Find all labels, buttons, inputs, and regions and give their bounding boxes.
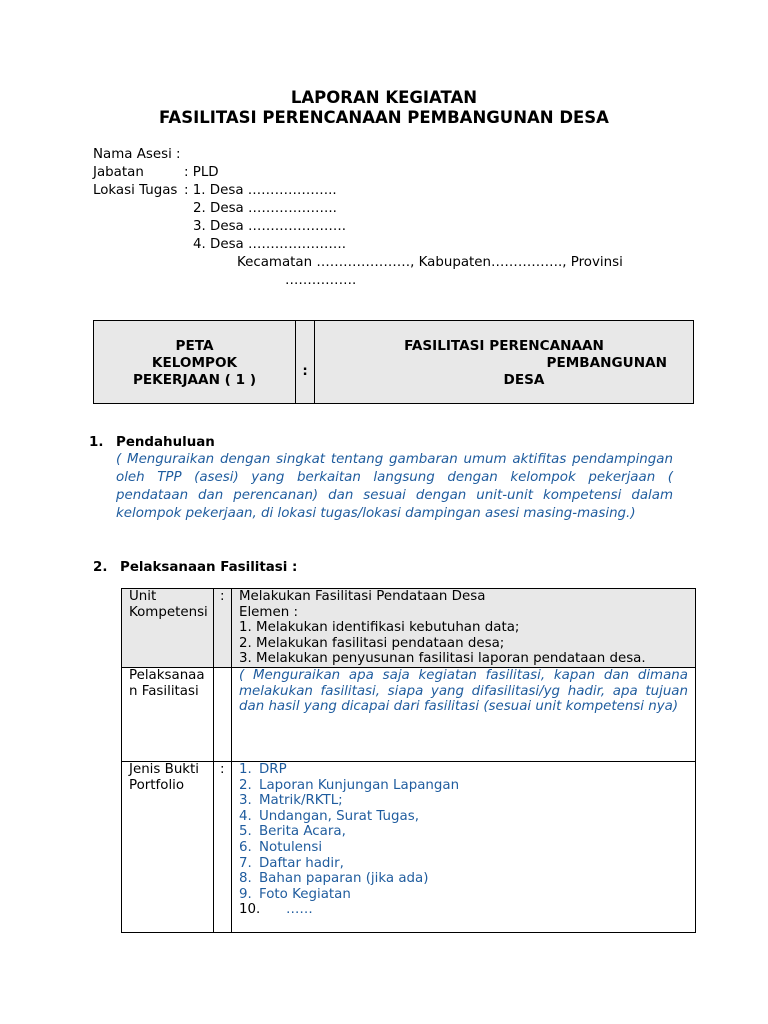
list-item xyxy=(239,871,688,887)
list-item xyxy=(239,840,688,856)
list-item-text: …… xyxy=(286,902,313,918)
kecamatan-line: Kecamatan …………………, Kabupaten……………., Provinsi xyxy=(237,255,623,270)
fasilitasi-line1: FASILITASI PERENCANAAN xyxy=(404,338,604,354)
section2-heading: Pelaksanaan Fasilitasi : xyxy=(120,560,298,575)
list-item-number: 10. xyxy=(239,902,261,918)
list-item-text: Undangan, Surat Tugas, xyxy=(259,808,419,824)
list-item-number: 2. xyxy=(239,777,252,793)
peta-line1: PETA xyxy=(175,338,214,354)
list-item-text: Matrik/RKTL; xyxy=(259,793,343,809)
list-item xyxy=(239,887,688,903)
unit-kompetensi-label: Unit Kompetensi xyxy=(122,589,214,668)
list-item-text: Berita Acara, xyxy=(259,824,346,840)
jenis-bukti-list xyxy=(232,761,696,932)
list-item xyxy=(239,856,688,872)
list-item xyxy=(239,824,688,840)
elemen-item-3: 3. Melakukan penyusunan fasilitasi laporan pendataan desa. xyxy=(239,651,646,667)
jenis-bukti-colon: : xyxy=(214,761,232,932)
fasilitasi-cell xyxy=(315,321,693,420)
pelaksanaan-fasilitasi-label: Pelaksanaan Fasilitasi xyxy=(122,667,214,761)
pendahuluan-text: ( Menguraikan dengan singkat tentang gambaran umum aktifitas pendampingan oleh TPP (asesi) yang berkaitan langsung dengan kelompok pekerjaan ( pendataan dan perencanan) dan sesuai dengan unit-unit kompetensi dalam kelompok pekerjaan, di lokasi tugas/lokasi dampingan asesi masing-masing.) xyxy=(116,452,673,521)
lokasi-desa-4: 4. Desa …………………. xyxy=(193,237,347,252)
jenis-bukti-label: Jenis Bukti Portfolio xyxy=(122,761,214,932)
lokasi-desa-1: : 1. Desa ……………….. xyxy=(184,183,337,198)
fasilitasi-line3: DESA xyxy=(503,372,545,388)
list-item xyxy=(239,762,688,778)
pelaksanaan-fasilitasi-text: ( Menguraikan apa saja kegiatan fasilitasi, kapan dan dimana melakukan fasilitasi, siapa yang difasilitasi/yg hadir, apa tujuan dan hasil yang dicapai dari fasilitasi (sesuai unit kompetensi nya) xyxy=(232,667,696,761)
provinsi-dots: ……………. xyxy=(285,273,357,288)
header-colon: : xyxy=(296,321,315,403)
nama-asesi-label: Nama Asesi : xyxy=(93,147,181,162)
fasilitasi-line2: PEMBANGUNAN xyxy=(546,355,667,371)
list-item-text: Bahan paparan (jika ada) xyxy=(259,871,429,887)
table-row xyxy=(122,589,696,668)
elemen-item-2: 2. Melakukan fasilitasi pendataan desa; xyxy=(239,635,505,651)
list-item-number: 3. xyxy=(239,793,252,809)
list-item-text: Notulensi xyxy=(259,839,323,855)
report-title-line2: FASILITASI PERENCANAAN PEMBANGUNAN DESA xyxy=(159,108,609,127)
report-title-line1: LAPORAN KEGIATAN xyxy=(290,88,478,107)
jabatan-value: : PLD xyxy=(184,165,219,180)
table-row xyxy=(122,667,696,761)
lokasi-tugas-label: Lokasi Tugas xyxy=(93,183,178,198)
list-item-number: 6. xyxy=(239,839,252,855)
peta-line2: KELOMPOK xyxy=(151,355,238,371)
peta-kelompok-cell xyxy=(94,321,296,403)
list-item xyxy=(239,902,688,918)
jabatan-label: Jabatan xyxy=(93,165,144,180)
section1-number: 1. xyxy=(89,435,104,450)
pelaksanaan-table xyxy=(121,588,696,933)
list-item xyxy=(239,793,688,809)
peta-line3: PEKERJAAN ( 1 ) xyxy=(132,372,257,388)
lokasi-desa-2: 2. Desa ……………….. xyxy=(193,201,337,216)
list-item-number: 1. xyxy=(239,761,252,777)
pelaksanaan-colon-empty xyxy=(214,667,232,761)
list-item-number: 7. xyxy=(239,855,252,871)
list-item-text: Daftar hadir, xyxy=(259,855,344,871)
list-item xyxy=(239,809,688,825)
kelompok-pekerjaan-box xyxy=(93,320,694,404)
list-item-text: DRP xyxy=(259,761,287,777)
list-item-number: 5. xyxy=(239,824,252,840)
list-item-number: 9. xyxy=(239,886,252,902)
section2-number: 2. xyxy=(93,560,108,575)
list-item-number: 4. xyxy=(239,808,252,824)
list-item-text: Foto Kegiatan xyxy=(259,886,351,902)
list-item-number: 8. xyxy=(239,871,252,887)
unit-kompetensi-title: Melakukan Fasilitasi Pendataan Desa xyxy=(239,589,486,604)
list-item-text: Laporan Kunjungan Lapangan xyxy=(259,777,460,793)
lokasi-desa-3: 3. Desa …………………. xyxy=(193,219,347,234)
list-item xyxy=(239,778,688,794)
elemen-item-1: 1. Melakukan identifikasi kebutuhan data; xyxy=(239,620,520,636)
unit-kompetensi-content xyxy=(232,589,696,668)
table-row xyxy=(122,761,696,932)
section1-heading: Pendahuluan xyxy=(116,435,215,450)
elemen-label: Elemen : xyxy=(239,604,298,620)
unit-kompetensi-colon: : xyxy=(214,589,232,668)
